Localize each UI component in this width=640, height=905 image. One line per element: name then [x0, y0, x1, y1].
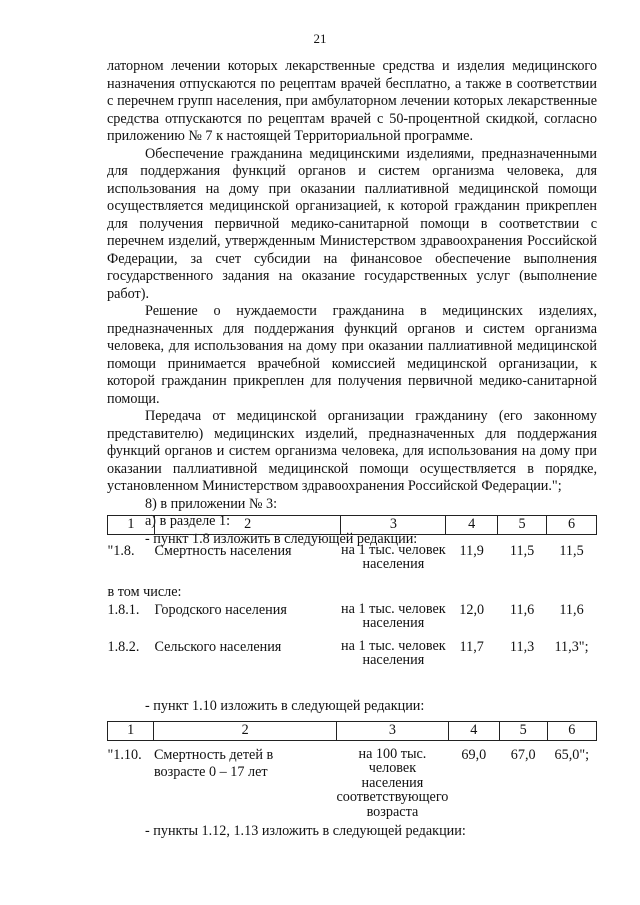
indicators-table-2: [107, 721, 597, 819]
row-unit: на 1 тыс. человек населения: [341, 637, 446, 668]
header-cell: 6: [547, 516, 597, 535]
header-cell: 1: [108, 722, 154, 741]
header-cell: 2: [154, 722, 337, 741]
header-cell: 5: [499, 722, 547, 741]
row-name: Сельского населения: [154, 638, 282, 655]
header-cell: 1: [108, 516, 155, 535]
final-note: - пункты 1.12, 1.13 изложить в следующей редакции:: [145, 823, 466, 839]
paragraph-1: латорном лечении которых лекарственные средства и изделия медицинского назначения отпускаются по рецептам врачей бесплатно, а также в соответствии с перечнем групп населения, при амбулаторном лечении которых лекарственные средства отпускаются по рецептам врачей с 50-процентной скидкой, согласно приложению № 7 к настоящей Территориальной программе.: [107, 58, 597, 144]
header-cell: 4: [448, 722, 499, 741]
header-cell: 6: [547, 722, 596, 741]
row-value: 11,3: [509, 638, 535, 655]
row-name: Смертность детей в возрасте 0 – 17 лет: [153, 746, 274, 780]
row-unit: на 1 тыс. человек населения: [341, 541, 446, 572]
list-line-item: - пункт 1.8 изложить в следующей редакции:: [145, 530, 418, 547]
paragraph-2: Обеспечение гражданина медицинскими изделиями, предназначенными для поддержания функций органов и систем организма человека, для использования на дому при оказании паллиативной медицинской помощи осуществляется медицинской организацией, к которой гражданин прикреплен для получения первичной медико-санитарной помощи в соответствии с перечнем изделий, утвержденным Министерством здравоохранения Российской Федерации, за счет субсидии на финансовое обеспечение выполнения государственного задания на оказание государственных услуг (выполнение работ).: [107, 145, 597, 302]
paragraph-4: Передача от медицинской организации гражданину (его законному представителю) медицинских изделий, предназначенных для поддержания функций органов и систем организма человека, для использования на дому при оказании паллиативной медицинской помощи осуществляется в порядке, установленном Министерством здравоохранения Российской Федерации.";: [107, 408, 597, 494]
between-note: - пункт 1.10 изложить в следующей редакции:: [145, 698, 425, 714]
row-unit: на 1 тыс. человек населения: [341, 600, 446, 631]
final-note-block: [107, 823, 597, 841]
table-row: [108, 747, 597, 820]
row-value: 67,0: [510, 746, 536, 763]
paragraph-3: Решение о нуждаемости гражданина в медицинских изделиях, предназначенных для поддержания функций органов и систем организма человека, для использования на дому при оказании паллиативной медицинской помощи принимается врачебной комиссией медицинской организации, к которой гражданин прикреплен для получения первичной медико-санитарной помощи.: [107, 303, 597, 407]
list-line-appendix: 8) в приложении № 3:: [145, 495, 278, 512]
header-cell: 3: [341, 516, 446, 535]
row-value: 11,3";: [554, 638, 589, 655]
row-value: 12,0: [459, 601, 485, 618]
row-number: 1.8.2.: [107, 638, 140, 655]
header-cell: 3: [336, 722, 448, 741]
between-note-block: [107, 698, 597, 716]
list-line-section: а) в разделе 1:: [145, 513, 231, 529]
document-body: [107, 58, 597, 548]
table-row: [108, 602, 597, 631]
page-number: 21: [313, 31, 327, 46]
row-value: 65,0";: [554, 746, 590, 763]
table-header-row: [108, 722, 597, 741]
indicators-table-1: [107, 515, 597, 668]
table-header-row: [108, 516, 597, 535]
row-value: 11,6: [509, 601, 535, 618]
header-cell: 2: [154, 516, 341, 535]
row-number: "1.8.: [107, 542, 135, 559]
row-number: 1.8.1.: [107, 601, 140, 618]
table-row: [108, 639, 597, 668]
header-cell: 4: [446, 516, 498, 535]
row-value: 11,5: [559, 542, 584, 559]
header-cell: 5: [498, 516, 547, 535]
row-name: Смертность населения: [154, 542, 292, 559]
subheading: в том числе:: [107, 584, 182, 600]
row-name: Городского населения: [154, 601, 287, 618]
row-value: 69,0: [461, 746, 487, 763]
table-row: [108, 543, 597, 572]
table-subheading-row: [108, 572, 597, 602]
row-value: 11,5: [509, 542, 535, 559]
row-unit: на 100 тыс. человек населения соответствующего возраста: [336, 745, 449, 820]
row-value: 11,7: [459, 638, 484, 655]
row-number: "1.10.: [107, 746, 142, 763]
row-value: 11,9: [459, 542, 484, 559]
row-value: 11,6: [559, 601, 584, 618]
